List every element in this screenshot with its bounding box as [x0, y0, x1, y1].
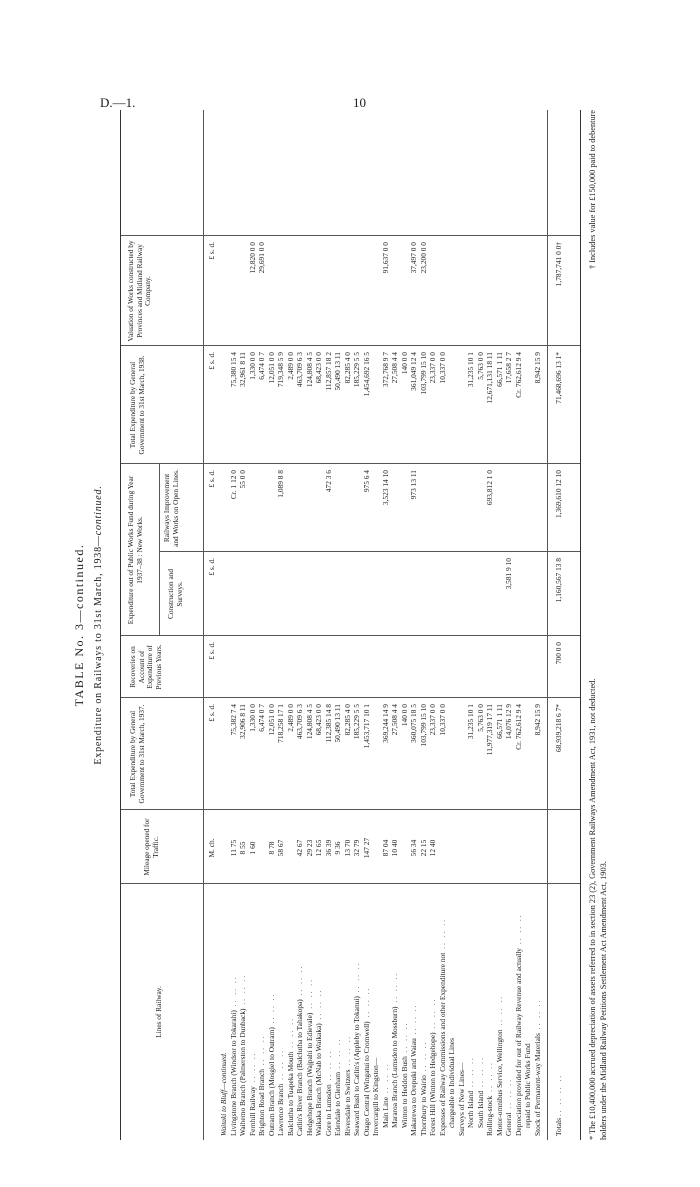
row-total-1937: 6,474 0 7	[257, 704, 266, 732]
row-total-1937: 12,051 0 0	[266, 704, 276, 736]
subtitle-main: Expenditure on Railways to 31st March, 1938—	[93, 535, 104, 765]
totals-total-1938: 71,468,696 13 1*	[554, 352, 563, 404]
header-total-1938: Total Expenditure by General Government to 31st March, 1938.	[128, 355, 146, 455]
leader-dots: .. .. ..	[323, 1049, 333, 1085]
row-improvement: 1,089 8 8	[276, 470, 285, 498]
subtitle-continued: continued.	[93, 485, 104, 536]
row-total-1938: 372,768 9 7	[380, 352, 390, 388]
row-label-text: Fernhill Railway	[247, 1086, 257, 1136]
row-total-1937: 50,490 13 11	[333, 704, 342, 743]
row-total-1938: 1,330 0 0	[247, 352, 257, 380]
row-mileage: 8 78	[266, 841, 276, 855]
row-label-text: Main Line	[380, 1097, 390, 1128]
row-label-text: Invercargill to Kingston—	[371, 1057, 380, 1136]
row-improvement: 973 13 11	[409, 470, 418, 500]
group-header-rule	[159, 464, 160, 636]
row-total-1938: 23,337 0 0	[428, 352, 437, 384]
row-label	[532, 886, 543, 1136]
row-improvement: 693,812 1 0	[485, 470, 494, 506]
row-total-1937: 103,799 15 10	[418, 704, 428, 747]
row-total-1937: 1,453,717 10 1	[361, 704, 371, 749]
row-improvement: 472 3 6	[323, 470, 333, 493]
leader-dots: .. .. ..	[428, 997, 437, 1033]
header-improvement: Railways Improvement and Works on Open Lines.	[162, 469, 180, 547]
row-total-1938: 6,474 0 7	[257, 352, 266, 380]
row-valuation: 91,637 0 0	[380, 242, 390, 274]
row-total-1937: 27,508 4 4	[390, 704, 399, 736]
table-title: TABLE No. 3—continued.	[72, 543, 86, 707]
row-label-text: North Island	[466, 1090, 475, 1128]
leader-dots: .. .. ..	[266, 992, 276, 1028]
row-total-1938: 12,671,131 18 11	[485, 352, 494, 404]
leader-dots: .. .. ..	[295, 964, 304, 1000]
row-total-1937: 68,423 0 0	[314, 704, 323, 736]
row-mileage: 1 60	[247, 841, 257, 855]
row-valuation: 37,497 0 0	[409, 242, 418, 274]
row-total-1938: 185,229 5 5	[352, 352, 361, 388]
leader-dots: .. .. ..	[513, 913, 523, 948]
unit-money: £ s. d.	[207, 470, 216, 488]
row-total-1937: 10,337 0 0	[437, 704, 447, 736]
row-improvement: 55 0 0	[238, 470, 247, 489]
row-total-1938: Cr. 762,612 9 4	[513, 352, 523, 398]
row-total-1938: 103,799 15 10	[418, 352, 428, 395]
row-total-1938: 124,808 4 5	[304, 352, 314, 388]
row-total-1938: 5,763 0 0	[475, 352, 485, 380]
leader-dots: .. .. ..	[285, 1016, 295, 1052]
header-mileage: Mileage opened for Traffic.	[142, 818, 160, 876]
row-mileage: 42 67	[295, 839, 304, 857]
row-improvement: 975 6 4	[361, 470, 371, 493]
table-frame	[120, 110, 581, 1140]
leader-dots: .. .. ..	[494, 994, 504, 1030]
leader-dots: .. .. ..	[532, 998, 542, 1034]
leader-dots: .. .. ..	[380, 1062, 390, 1097]
row-total-1937: 14,076 12 9	[504, 704, 513, 740]
leader-dots: .. .. ..	[352, 961, 361, 997]
row-mileage: 58 67	[276, 839, 285, 857]
row-total-1937: Cr. 762,612 9 4	[513, 704, 523, 750]
table-row	[532, 110, 543, 1140]
row-total-1938: 68,423 0 0	[314, 352, 323, 384]
row-total-1937: 140 0 0	[399, 704, 409, 727]
totals-total-1937: 68,939,218 6 7*	[554, 704, 563, 753]
leader-dots: .. .. ..	[504, 1077, 513, 1113]
row-total-1937: 66,571 1 11	[494, 704, 504, 739]
row-mileage: 9 36	[333, 841, 342, 855]
row-total-1938: 140 0 0	[399, 352, 409, 375]
row-total-1938: 463,709 6 3	[295, 352, 304, 388]
leader-dots: .. .. ..	[418, 1040, 428, 1076]
row-total-1938: 27,508 4 4	[390, 352, 399, 384]
row-label-text: chargeable to Individual Lines	[447, 1038, 456, 1128]
totals-valuation: 1,787,741 0 0†	[554, 242, 563, 287]
row-total-1938: 75,380 15 4	[228, 352, 238, 388]
row-total-1938: 31,235 10 1	[466, 352, 475, 388]
leader-dots: .. .. ..	[257, 1034, 266, 1070]
header-construction: Construction and Surveys.	[166, 568, 184, 620]
totals-improvement: 1,369,610 12 10	[554, 470, 563, 519]
row-total-1938: 1,454,692 16 5	[361, 352, 371, 397]
totals-recoveries: 700 0 0	[554, 642, 563, 665]
row-label-text: Gore to Lumsden	[323, 1084, 333, 1136]
row-total-1937: 31,235 10 1	[466, 704, 475, 740]
row-mileage: 11 75	[228, 839, 238, 857]
row-label-text: Waikaka Branch (McNab to Waikaka)	[314, 1023, 323, 1136]
row-label-text: General	[504, 1112, 513, 1136]
row-total-1937: 1,330 0 0	[247, 704, 257, 732]
row-mileage: 12 40	[428, 839, 437, 857]
row-valuation: 23,200 0 0	[418, 242, 428, 274]
leader-dots: .. .. .. ..	[554, 1073, 563, 1117]
row-total-1938: 361,049 12 4	[409, 352, 418, 391]
totals-label-text: Totals	[554, 1118, 563, 1136]
unit-mileage: M. ch.	[207, 838, 216, 858]
units-row	[206, 110, 217, 1140]
leader-dots: .. .. ..	[333, 1037, 342, 1072]
row-label-text: Edendale to Glenham	[333, 1071, 342, 1136]
row-label-text: Livingstone Branch (Windsor to Tokarahi)	[228, 1010, 238, 1136]
row-valuation: 29,691 0 0	[257, 242, 266, 274]
row-label-text: Depreciation provided for out of Railway Revenue and actually	[513, 948, 523, 1136]
row-label-text: Forest Hill (Winton to Hedgehope)	[428, 1032, 437, 1136]
row-label-text: Waihemo Branch (Palmerston to Dunback)	[238, 1008, 247, 1136]
row-mileage: 22 15	[418, 839, 428, 857]
row-total-1937: 185,229 5 5	[352, 704, 361, 740]
row-mileage: 13 70	[342, 839, 352, 857]
row-label-text: Otago Central (Wingatui to Cromwell)	[361, 1021, 371, 1136]
unit-money: £ s. d.	[207, 704, 216, 722]
row-label-text: repaid to Public Works Fund	[523, 1043, 532, 1128]
row-mileage: 147 27	[361, 837, 371, 859]
row-total-1938: 17,658 2 7	[504, 352, 513, 384]
row-label-text: Mararoa Branch (Lumsden to Mossburn)	[390, 1006, 399, 1128]
leader-dots: .. .. ..	[409, 1003, 418, 1039]
row-label-text: Seaward Bush to Catlin's (Appleby to Tokanui)	[352, 996, 361, 1136]
header-recoveries: Recoveries on Account of Expenditure of Previous Years.	[128, 644, 163, 690]
totals-row	[553, 110, 564, 1140]
row-mileage: 56 34	[409, 839, 418, 857]
row-improvement: 3,523 14 10	[380, 470, 390, 506]
leader-dots: .. .. ..	[247, 1051, 257, 1087]
row-total-1938: 82,285 4 0	[342, 352, 352, 384]
section-code: D.—1.	[100, 95, 136, 110]
row-total-1938: 12,051 0 0	[266, 352, 276, 384]
leader-dots: .. .. ..	[314, 988, 323, 1024]
row-total-1937: 82,285 4 0	[342, 704, 352, 736]
row-label-text: Lawrence Branch	[276, 1083, 285, 1136]
row-label-text: Riversdale to Switzers	[342, 1069, 352, 1136]
leader-dots: .. .. ..	[342, 1034, 352, 1070]
rotated-table-page	[50, 110, 660, 1140]
header-pwf-group: Expenditure out of Public Works Fund during Year 1937–38 : New Works.	[126, 475, 144, 625]
unit-money: £ s. d.	[207, 242, 216, 260]
row-label-text: Outram Branch (Mosgiel to Outram)	[266, 1027, 276, 1136]
footnote-star: * The £10,400,000 accrued depreciation of assets referred to in section 23 (2), Government Railways Amendment Act, 1931, not deducted.	[588, 678, 597, 1140]
leader-dots: .. .. ..	[399, 1021, 409, 1057]
row-total-1938: 66,571 1 11	[494, 352, 504, 387]
row-construction: 3,581 9 10	[504, 558, 513, 590]
header-valuation: Valuation of Works constructed by Provinces and Midland Railway Company.	[126, 240, 152, 342]
row-mileage: 29 23	[304, 839, 314, 857]
totals-construction: 1,160,567 13 8	[554, 558, 563, 603]
row-improvement: Cr. 1 12 0	[228, 470, 238, 500]
row-total-1938: 32,961 8 11	[238, 352, 247, 387]
unit-money: £ s. d.	[207, 558, 216, 576]
row-label-text: Hedgehope Branch (Wajpahi to Edievale)	[304, 1012, 314, 1136]
leader-dots: .. .. ..	[276, 1049, 285, 1084]
row-total-1937: 11,977,319 17 11	[485, 704, 494, 756]
row-total-1937: 124,808 4 5	[304, 704, 314, 740]
row-total-1938: 8,942 15 9	[532, 352, 542, 384]
row-label-text: Catlin's River Branch (Balclutha to Tahakopa)	[295, 999, 304, 1136]
header-total-1937: Total Expenditure by General Government to 31st March, 1937.	[128, 704, 146, 804]
unit-money: £ s. d.	[207, 642, 216, 660]
header-lines: Lines of Railway.	[154, 986, 163, 1038]
row-total-1937: 5,763 0 0	[475, 704, 485, 732]
row-total-1938: 719,348 5 9	[276, 352, 285, 388]
table-subtitle	[93, 110, 104, 1140]
row-total-1937: 112,385 14 8	[323, 704, 333, 743]
row-label-text: Rolling-stock	[485, 1095, 494, 1136]
leader-dots: .. .. ..	[238, 973, 247, 1009]
row-label-text: Thornbury to Wairio	[418, 1075, 428, 1136]
leader-dots: .. .. ..	[466, 1056, 475, 1091]
row-label-text: Expenses of Railway Commissions and other Expenditure not	[437, 952, 447, 1136]
row-total-1937: 23,337 0 0	[428, 704, 437, 736]
footnote-line-2: holders under the Midland Railway Petitions Settlement Act Amendment Act, 1903.	[599, 861, 608, 1140]
row-mileage: 8 55	[238, 841, 247, 855]
row-total-1937: 2,489 0 0	[285, 704, 295, 732]
row-total-1937: 718,258 17 1	[276, 704, 285, 743]
unit-money: £ s. d.	[207, 352, 216, 370]
row-total-1937: 75,382 7 4	[228, 704, 238, 736]
row-total-1937: 32,906 8 11	[238, 704, 247, 739]
leader-dots: .. .. ..	[228, 975, 238, 1011]
row-total-1937: 360,075 18 5	[409, 704, 418, 743]
row-mileage: 32 79	[352, 839, 361, 857]
leader-dots: .. .. ..	[361, 986, 371, 1022]
row-label-text: Stock of Permanent-way Materials	[532, 1033, 542, 1136]
row-total-1937: 8,942 15 9	[532, 704, 542, 736]
row-total-1937: 369,244 14 9	[380, 704, 390, 743]
row-label-text: Makarewa to Orepuki and Waiau	[409, 1038, 418, 1136]
footnote-dagger: † Includes value for £150,000 paid to debenture	[588, 110, 597, 269]
row-label-text: Brighton Road Branch	[257, 1069, 266, 1136]
totals-label	[553, 886, 564, 1136]
totals-rule	[547, 110, 548, 1140]
row-label-text: Waitaki to Bluff—continued.	[219, 1052, 228, 1136]
page-number: 10	[353, 95, 366, 110]
row-total-1937: 463,709 6 3	[295, 704, 304, 740]
row-valuation: 12,820 0 0	[247, 242, 257, 274]
row-label-text: Balclutha to Tuapeka Mouth	[285, 1051, 295, 1136]
leader-dots: .. .. ..	[390, 971, 399, 1007]
leader-dots: .. .. ..	[304, 978, 314, 1013]
row-label-text: Winton to Heddon Bush	[399, 1056, 409, 1128]
row-mileage: 36 39	[323, 839, 333, 857]
leader-dots: .. .. ..	[485, 1061, 494, 1096]
row-mileage: 87 04	[380, 839, 390, 857]
row-label-text: South Island	[475, 1090, 485, 1128]
row-mileage: 12 65	[314, 839, 323, 857]
row-label-text: Surveys of New Lines—	[456, 1062, 466, 1136]
footnote-line-1	[588, 110, 598, 1140]
row-total-1938: 2,489 0 0	[285, 352, 295, 380]
row-label-text: Motor-omnibus Service, Wellington	[494, 1029, 504, 1136]
leader-dots: .. .. ..	[475, 1056, 485, 1091]
leader-dots: .. .. ..	[437, 918, 447, 953]
row-total-1938: 50,490 13 11	[333, 352, 342, 391]
row-total-1938: 112,857 18 2	[323, 352, 333, 391]
header-bottom-rule	[203, 110, 204, 1140]
row-total-1938: 10,337 0 0	[437, 352, 447, 384]
row-mileage: 10 40	[390, 839, 399, 857]
